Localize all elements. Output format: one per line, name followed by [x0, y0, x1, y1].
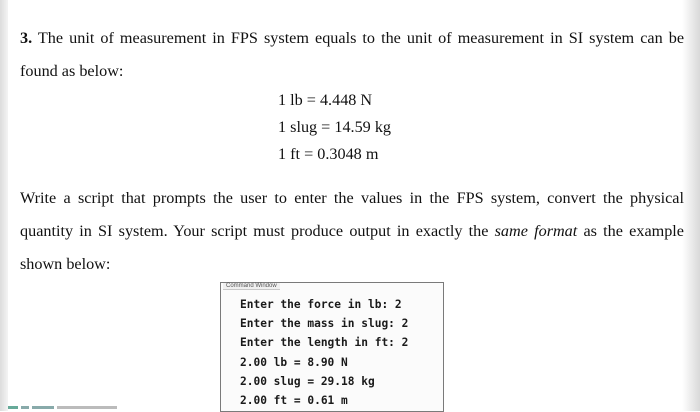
- instruction-text-start: Write a script that prompts the user to enter the values in the FPS system, convert the physical quantity in SI system. Your script must produce output in exactly the: [20, 189, 684, 240]
- cmd-line-length-result: 2.00 ft = 0.61 m: [240, 394, 348, 408]
- equation-force: 1 lb = 4.448 N: [278, 91, 373, 109]
- question-text: The unit of measurement in FPS system equals to the unit of measurement in SI system can be found as below:: [20, 29, 684, 80]
- question-paragraph: [20, 22, 684, 88]
- cmd-line-mass-result: 2.00 slug = 29.18 kg: [240, 374, 375, 388]
- equation-mass: 1 slug = 14.59 kg: [278, 118, 392, 136]
- cmd-line-length-prompt: Enter the length in ft: 2: [240, 336, 409, 350]
- cmd-line-force-prompt: Enter the force in lb: 2: [240, 298, 402, 311]
- question-number: 3.: [20, 29, 33, 47]
- cmd-line-force-result: 2.00 lb = 8.90 N: [240, 355, 348, 369]
- instruction-paragraph: [20, 182, 684, 281]
- equation-length: 1 ft = 0.3048 m: [278, 145, 379, 163]
- page-right-shadow: [682, 0, 700, 411]
- command-window-screenshot: [220, 282, 444, 412]
- command-window-title: Command Window: [223, 283, 280, 290]
- bottom-edge-marks: [8, 404, 158, 410]
- cmd-line-mass-prompt: Enter the mass in slug: 2: [240, 317, 409, 331]
- page-left-edge: [0, 0, 8, 411]
- conversion-equations: [278, 87, 391, 168]
- command-window-output: [240, 295, 408, 410]
- instruction-emphasis: same format: [494, 222, 578, 240]
- instruction-text-end: as the example shown below:: [20, 222, 684, 273]
